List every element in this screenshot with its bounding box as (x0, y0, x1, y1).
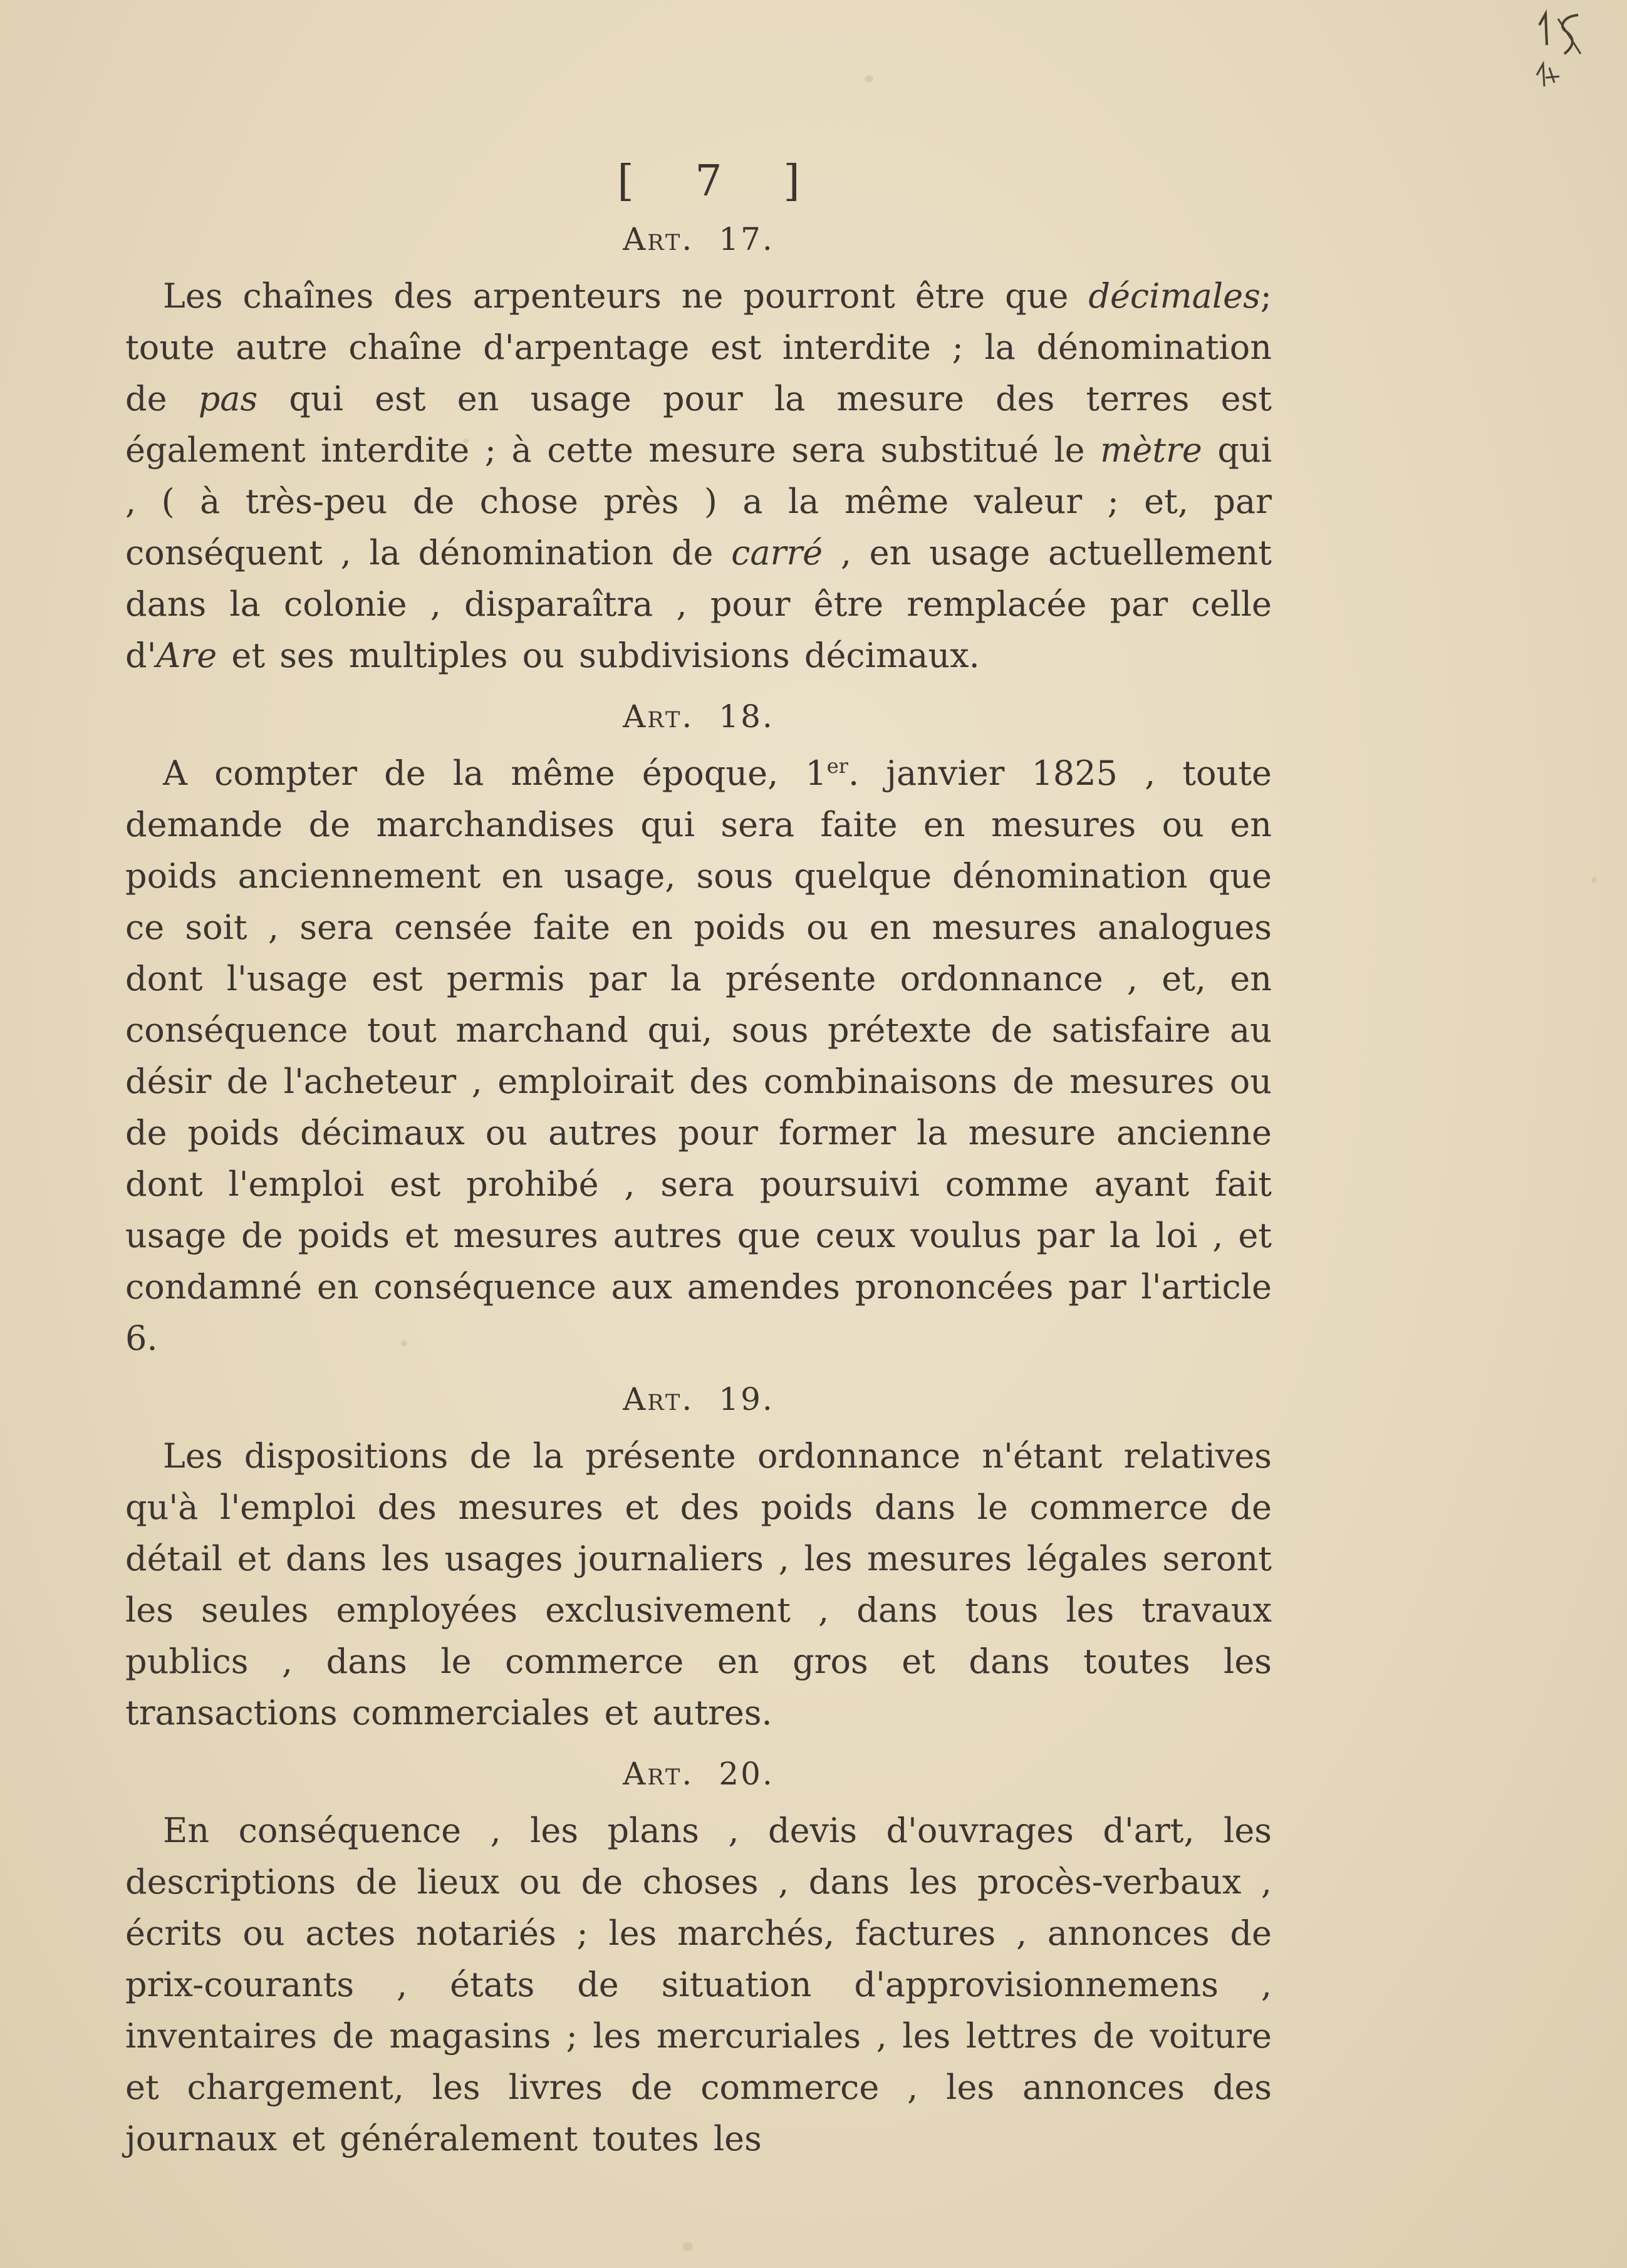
text-run: et ses multiples ou subdivisions décimaux. (217, 636, 980, 675)
document-body (125, 150, 1272, 2173)
text-run: qui , ( à très-peu de chose près ) a la même valeur ; et, par conséquent , la dénomination de (125, 430, 1272, 572)
article-number: 18. (719, 698, 774, 735)
text-run: qui est en usage pour la mesure des terres est également interdite ; à cette mesure sera substitué le (125, 379, 1272, 470)
article-heading (125, 1373, 1272, 1426)
italic-term: pas (198, 379, 258, 418)
article-heading (125, 213, 1272, 266)
text-run: A compter de la même époque, 1 (163, 753, 827, 793)
article-heading (125, 690, 1272, 743)
paper-stain (1591, 877, 1597, 883)
text-run: En conséquence , les plans , devis d'ouvrages d'art, les descriptions de lieux ou de choses , dans les procès-verbaux , écrits ou actes notariés ; les marchés, factures , annonces de prix-courants , états de situation d'approvisionnemens , inventaires de magasins ; les mercuriales , les lettres de voiture et chargement, les livres de commerce , les annonces des journaux et généralement toutes les (125, 1811, 1272, 2158)
article-paragraph (125, 271, 1272, 681)
text-run: Les dispositions de la présente ordonnance n'étant relatives qu'à l'emploi des mesures et des poids dans le commerce de détail et dans les usages journaliers , les mesures légales seront les seules employées exclusivement , dans tous les travaux publics , dans le commerce en gros et dans toutes les transactions commerciales et autres. (125, 1436, 1272, 1732)
italic-term: Are (156, 636, 217, 675)
article-heading (125, 1748, 1272, 1800)
text-run: Les chaînes des arpenteurs ne pourront être que (163, 276, 1089, 316)
article-label: Art. (623, 1381, 694, 1417)
article-paragraph (125, 1431, 1272, 1739)
article-number: 20. (719, 1756, 774, 1792)
article-label: Art. (623, 698, 694, 735)
text-run: ; toute autre chaîne d'arpentage est interdite ; la dénomination de (125, 276, 1272, 418)
handwritten-folio-drawing (1520, 6, 1602, 88)
article-paragraph (125, 1805, 1272, 2165)
paper-stain (683, 2242, 693, 2251)
text-run: . janvier 1825 , toute demande de marchandises qui sera faite en mesures ou en poids anciennement en usage, sous quelque dénomination que ce soit , sera censée faite en poids ou en mesures analogues dont l'usage est permis par la présente ordonnance , et, en conséquence tout marchand qui, sous prétexte de satisfaire au désir de l'acheteur , emploirait des combinaisons de mesures ou de poids décimaux ou autres pour former la mesure ancienne dont l'emploi est prohibé , sera poursuivi comme ayant fait usage de poids et mesures autres que ceux voulus par la loi , et condamné en conséquence aux amendes prononcées par l'article 6. (125, 753, 1272, 1358)
page-number: [ 7 ] (617, 157, 824, 206)
paper-stain (865, 75, 873, 83)
article-paragraph (125, 748, 1272, 1364)
superscript: er (826, 754, 848, 778)
article-number: 17. (719, 221, 774, 257)
article-label: Art. (623, 221, 694, 257)
text-run: , en usage actuellement dans la colonie , disparaîtra , pour être remplacée par celle d' (125, 533, 1272, 675)
italic-term: mètre (1100, 430, 1202, 470)
article-number: 19. (719, 1381, 774, 1417)
handwritten-folio-number (1520, 6, 1602, 88)
italic-term: carré (731, 533, 823, 572)
article-label: Art. (623, 1756, 694, 1792)
italic-term: décimales (1088, 276, 1261, 316)
